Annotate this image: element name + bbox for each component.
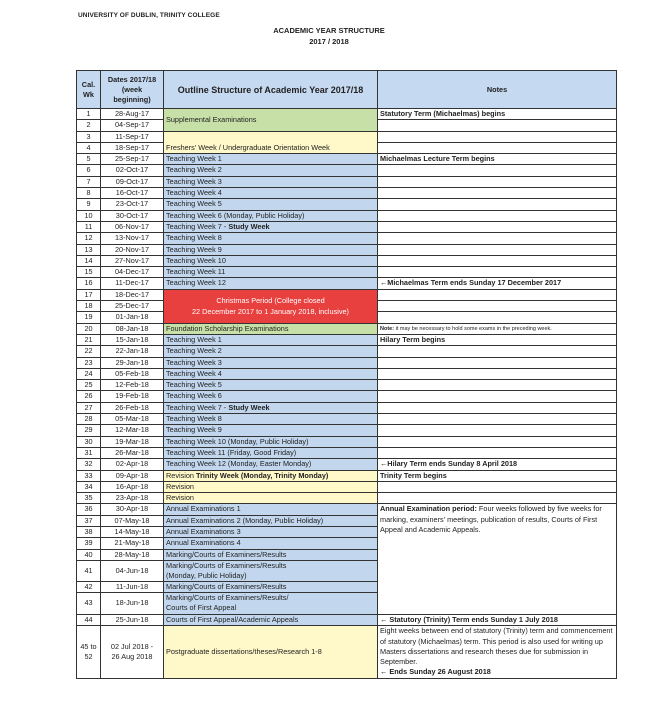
table-row <box>77 447 617 458</box>
note-text: it may be necessary to hold some exams in the preceding week. <box>394 325 552 332</box>
outline-teaching-week: Teaching Week 5 <box>164 380 378 391</box>
table-row <box>77 278 617 289</box>
week-cell: 14 <box>77 255 101 266</box>
week-cell: 11 <box>77 221 101 232</box>
note-label: Note: <box>380 325 395 332</box>
table-row <box>77 614 617 625</box>
week-cell: 38 <box>77 526 101 537</box>
date-cell: 19-Feb-18 <box>101 391 164 402</box>
week-cell: 10 <box>77 210 101 221</box>
outline-teaching-week: Teaching Week 11 <box>164 267 378 278</box>
note-michaelmas-begins: Statutory Term (Michaelmas) begins <box>378 109 617 120</box>
outline-supplemental: Supplemental Examinations <box>164 109 378 132</box>
outline-annual-exam: Annual Examinations 1 <box>164 504 378 515</box>
week-cell: 22 <box>77 346 101 357</box>
date-cell: 19-Mar-18 <box>101 436 164 447</box>
date-cell: 05-Feb-18 <box>101 368 164 379</box>
note-cell <box>378 210 617 221</box>
date-cell: 02-Apr-18 <box>101 459 164 470</box>
week-cell: 15 <box>77 267 101 278</box>
note-cell <box>378 380 617 391</box>
page-title <box>0 25 658 47</box>
table-row <box>77 357 617 368</box>
date-cell: 26-Feb-18 <box>101 402 164 413</box>
week-cell: 4 <box>77 142 101 153</box>
date-cell: 23-Oct-17 <box>101 199 164 210</box>
date-cell: 08-Jan-18 <box>101 323 164 334</box>
header-cal-wk <box>77 71 101 109</box>
note-mlt-begins: Michaelmas Lecture Term begins <box>378 154 617 165</box>
outline-annual-exam: Annual Examinations 2 (Monday, Public Holiday) <box>164 515 378 526</box>
date-cell: 14-May-18 <box>101 526 164 537</box>
table-row <box>77 380 617 391</box>
header-week-beginning-line: (week beginning) <box>113 84 151 104</box>
outline-revision <box>164 470 378 481</box>
annual-exam-label: Annual Examination period: <box>380 504 477 514</box>
date-cell: 06-Nov-17 <box>101 221 164 232</box>
week-cell: 26 <box>77 391 101 402</box>
note-cell <box>378 244 617 255</box>
outline-teaching-week: Teaching Week 11 (Friday, Good Friday) <box>164 447 378 458</box>
table-row <box>77 368 617 379</box>
table-header-row <box>77 71 617 109</box>
note-hilary-ends: ←Hilary Term ends Sunday 8 April 2018 <box>378 459 617 470</box>
outline-teaching-week: Teaching Week 2 <box>164 165 378 176</box>
week-cell: 30 <box>77 436 101 447</box>
outline-teaching-week: Teaching Week 10 (Monday, Public Holiday) <box>164 436 378 447</box>
date-cell: 09-Oct-17 <box>101 176 164 187</box>
week-cell: 8 <box>77 188 101 199</box>
outline-annual-exam: Annual Examinations 4 <box>164 538 378 549</box>
date-cell: 09-Apr-18 <box>101 470 164 481</box>
outline-marking <box>164 560 378 581</box>
table-row <box>77 165 617 176</box>
week-cell: 33 <box>77 470 101 481</box>
week-cell: 24 <box>77 368 101 379</box>
date-cell: 22-Jan-18 <box>101 346 164 357</box>
week-cell: 42 <box>77 582 101 593</box>
date-range-line-2: 26 Aug 2018 <box>111 651 153 661</box>
note-cell <box>378 425 617 436</box>
study-week-label: Study Week <box>228 402 270 412</box>
outline-revision: Revision <box>164 493 378 504</box>
table-row <box>77 199 617 210</box>
table-row <box>77 267 617 278</box>
table-row <box>77 323 617 334</box>
outline-teaching-week <box>164 402 378 413</box>
teaching-week-label: Teaching Week 7 - <box>166 221 229 231</box>
header-dates <box>101 71 164 109</box>
table-row <box>77 176 617 187</box>
date-cell: 05-Mar-18 <box>101 414 164 425</box>
outline-teaching-week: Teaching Week 4 <box>164 188 378 199</box>
outline-teaching-week: Teaching Week 4 <box>164 368 378 379</box>
date-cell: 25-Sep-17 <box>101 154 164 165</box>
date-cell: 27-Nov-17 <box>101 255 164 266</box>
college-name: UNIVERSITY OF DUBLIN, TRINITY COLLEGE <box>78 12 220 19</box>
outline-freshers: Freshers' Week / Undergraduate Orientation Week <box>164 131 378 154</box>
week-cell: 21 <box>77 334 101 345</box>
header-outline: Outline Structure of Academic Year 2017/18 <box>164 71 378 109</box>
outline-foundation: Foundation Scholarship Examinations <box>164 323 378 334</box>
outline-teaching-week: Teaching Week 12 <box>164 278 378 289</box>
note-cell <box>378 436 617 447</box>
week-cell: 7 <box>77 176 101 187</box>
date-cell: 16-Oct-17 <box>101 188 164 199</box>
outline-marking: Marking/Courts of Examiners/Results <box>164 582 378 593</box>
note-cell <box>378 301 617 312</box>
outline-teaching-week: Teaching Week 9 <box>164 244 378 255</box>
week-cell: 31 <box>77 447 101 458</box>
table-row <box>77 346 617 357</box>
note-cell <box>378 165 617 176</box>
header-wk-line: Wk <box>83 89 94 99</box>
week-cell: 17 <box>77 289 101 300</box>
outline-appeals: Courts of First Appeal/Academic Appeals <box>164 614 378 625</box>
marking-line-1: Marking/Courts of Examiners/Results <box>166 560 287 570</box>
date-cell: 21-May-18 <box>101 538 164 549</box>
outline-marking <box>164 593 378 614</box>
outline-postgrad: Postgraduate dissertations/theses/Research 1-8 <box>164 625 378 678</box>
week-cell <box>77 625 101 678</box>
date-cell: 26-Mar-18 <box>101 447 164 458</box>
table-row <box>77 233 617 244</box>
date-cell: 23-Apr-18 <box>101 493 164 504</box>
note-cell <box>378 176 617 187</box>
note-cell <box>378 346 617 357</box>
week-cell: 9 <box>77 199 101 210</box>
outline-teaching-week: Teaching Week 6 <box>164 391 378 402</box>
note-cell <box>378 233 617 244</box>
date-cell: 13-Nov-17 <box>101 233 164 244</box>
week-cell: 16 <box>77 278 101 289</box>
trinity-week-label: Trinity Week (Monday, Trinity Monday) <box>196 470 329 480</box>
date-cell: 07-May-18 <box>101 515 164 526</box>
note-annual-examination <box>378 504 617 614</box>
date-cell: 04-Sep-17 <box>101 120 164 131</box>
table-row <box>77 221 617 232</box>
date-cell: 11-Jun-18 <box>101 582 164 593</box>
week-cell: 2 <box>77 120 101 131</box>
week-cell: 5 <box>77 154 101 165</box>
table-row <box>77 188 617 199</box>
note-cell <box>378 221 617 232</box>
title-line-1: ACADEMIC YEAR STRUCTURE <box>273 26 385 35</box>
outline-teaching-week: Teaching Week 2 <box>164 346 378 357</box>
academic-year-table <box>76 70 617 679</box>
note-cell <box>378 199 617 210</box>
week-cell: 13 <box>77 244 101 255</box>
table-row <box>77 625 617 678</box>
title-line-2: 2017 / 2018 <box>309 37 349 46</box>
date-cell: 25-Dec-17 <box>101 301 164 312</box>
note-cell <box>378 267 617 278</box>
note-eight-weeks <box>378 625 617 678</box>
note-cell <box>378 142 617 153</box>
date-cell: 04-Jun-18 <box>101 560 164 581</box>
note-foundation <box>378 323 617 334</box>
date-cell: 18-Dec-17 <box>101 289 164 300</box>
table-row <box>77 504 617 515</box>
date-cell: 12-Feb-18 <box>101 380 164 391</box>
marking-line-2: Courts of First Appeal <box>166 603 237 613</box>
outline-teaching-week: Teaching Week 12 (Monday, Easter Monday) <box>164 459 378 470</box>
week-cell: 29 <box>77 425 101 436</box>
christmas-line-2: 22 December 2017 to 1 January 2018, inclusive) <box>192 307 349 317</box>
outline-teaching-week: Teaching Week 10 <box>164 255 378 266</box>
table-row <box>77 244 617 255</box>
week-range-line-2: 52 <box>84 651 93 661</box>
note-hilary-begins: Hilary Term begins <box>378 334 617 345</box>
week-cell: 27 <box>77 402 101 413</box>
teaching-week-label: Teaching Week 7 - <box>166 402 229 412</box>
week-cell: 20 <box>77 323 101 334</box>
note-cell <box>378 391 617 402</box>
date-cell: 18-Jun-18 <box>101 593 164 614</box>
table-row <box>77 154 617 165</box>
week-cell: 1 <box>77 109 101 120</box>
note-cell <box>378 188 617 199</box>
date-cell: 20-Nov-17 <box>101 244 164 255</box>
table-row <box>77 255 617 266</box>
week-cell: 41 <box>77 560 101 581</box>
week-cell: 39 <box>77 538 101 549</box>
table-row <box>77 414 617 425</box>
note-cell <box>378 289 617 300</box>
annual-exam-text: Four weeks followed by five weeks for marking, examiners' meetings, publication of results, Courts of First Appeal and Academic Appeals. <box>380 504 602 534</box>
outline-teaching-week: Teaching Week 6 (Monday, Public Holiday) <box>164 210 378 221</box>
week-cell: 32 <box>77 459 101 470</box>
date-cell: 12-Mar-18 <box>101 425 164 436</box>
outline-teaching-week: Teaching Week 9 <box>164 425 378 436</box>
note-cell <box>378 402 617 413</box>
week-cell: 44 <box>77 614 101 625</box>
table-row <box>77 131 617 142</box>
date-range-line-1: 02 Jul 2018 - <box>110 641 154 651</box>
header-notes: Notes <box>378 71 617 109</box>
outline-teaching-week: Teaching Week 1 <box>164 154 378 165</box>
table-row <box>77 436 617 447</box>
note-cell <box>378 131 617 142</box>
date-cell: 15-Jan-18 <box>101 334 164 345</box>
note-cell <box>378 447 617 458</box>
study-week-label: Study Week <box>228 221 270 231</box>
header-cal-line: Cal. <box>81 79 96 89</box>
outline-teaching-week: Teaching Week 8 <box>164 233 378 244</box>
table-row <box>77 402 617 413</box>
christmas-line-1: Christmas Period (College closed <box>216 296 325 306</box>
marking-line-2: (Monday, Public Holiday) <box>166 570 247 580</box>
date-cell: 30-Apr-18 <box>101 504 164 515</box>
date-cell: 02-Oct-17 <box>101 165 164 176</box>
table-row <box>77 289 617 300</box>
date-cell: 16-Apr-18 <box>101 481 164 492</box>
note-cell <box>378 493 617 504</box>
outline-teaching-week: Teaching Week 8 <box>164 414 378 425</box>
date-cell: 18-Sep-17 <box>101 142 164 153</box>
week-cell: 25 <box>77 380 101 391</box>
week-cell: 6 <box>77 165 101 176</box>
week-cell: 18 <box>77 301 101 312</box>
outline-teaching-week: Teaching Week 3 <box>164 176 378 187</box>
header-dates-line: Dates 2017/18 <box>107 74 157 84</box>
note-cell <box>378 312 617 323</box>
table-row <box>77 391 617 402</box>
marking-line-1: Marking/Courts of Examiners/Results/ <box>166 593 289 603</box>
week-cell: 40 <box>77 549 101 560</box>
outline-marking: Marking/Courts of Examiners/Results <box>164 549 378 560</box>
date-cell: 28-Aug-17 <box>101 109 164 120</box>
note-cell <box>378 120 617 131</box>
week-cell: 28 <box>77 414 101 425</box>
outline-revision: Revision <box>164 481 378 492</box>
outline-teaching-week <box>164 221 378 232</box>
outline-teaching-week: Teaching Week 5 <box>164 199 378 210</box>
date-cell: 30-Oct-17 <box>101 210 164 221</box>
eight-weeks-text: Eight weeks between end of statutory (Trinity) term and commencement of statutory (Michaelmas) term. This period is also used for writing up Masters dissertations and research theses due for submission in September. <box>380 626 613 666</box>
week-cell: 12 <box>77 233 101 244</box>
table-row <box>77 481 617 492</box>
date-cell: 28-May-18 <box>101 549 164 560</box>
table-row <box>77 470 617 481</box>
note-trinity-begins: Trinity Term begins <box>378 470 617 481</box>
note-michaelmas-ends: ←Michaelmas Term ends Sunday 17 December 2017 <box>378 278 617 289</box>
week-range-line-1: 45 to <box>80 641 97 651</box>
week-cell: 35 <box>77 493 101 504</box>
week-cell: 34 <box>77 481 101 492</box>
table-row <box>77 109 617 120</box>
table-row <box>77 459 617 470</box>
ends-august-text: ← Ends Sunday 26 August 2018 <box>380 667 491 677</box>
date-cell: 11-Sep-17 <box>101 131 164 142</box>
outline-teaching-week: Teaching Week 1 <box>164 334 378 345</box>
note-trinity-ends: ← Statutory (Trinity) Term ends Sunday 1 July 2018 <box>378 614 617 625</box>
outline-teaching-week: Teaching Week 3 <box>164 357 378 368</box>
table-row <box>77 493 617 504</box>
date-cell: 29-Jan-18 <box>101 357 164 368</box>
week-cell: 23 <box>77 357 101 368</box>
outline-christmas-period <box>164 289 378 323</box>
week-cell: 19 <box>77 312 101 323</box>
table-row <box>77 210 617 221</box>
revision-label: Revision <box>166 470 197 480</box>
note-cell <box>378 414 617 425</box>
note-cell <box>378 357 617 368</box>
table-row <box>77 425 617 436</box>
date-cell: 04-Dec-17 <box>101 267 164 278</box>
week-cell: 43 <box>77 593 101 614</box>
date-cell <box>101 625 164 678</box>
note-cell <box>378 255 617 266</box>
date-cell: 11-Dec-17 <box>101 278 164 289</box>
outline-annual-exam: Annual Examinations 3 <box>164 526 378 537</box>
table-row <box>77 334 617 345</box>
week-cell: 37 <box>77 515 101 526</box>
week-cell: 3 <box>77 131 101 142</box>
week-cell: 36 <box>77 504 101 515</box>
note-cell <box>378 481 617 492</box>
note-cell <box>378 368 617 379</box>
date-cell: 25-Jun-18 <box>101 614 164 625</box>
date-cell: 01-Jan-18 <box>101 312 164 323</box>
